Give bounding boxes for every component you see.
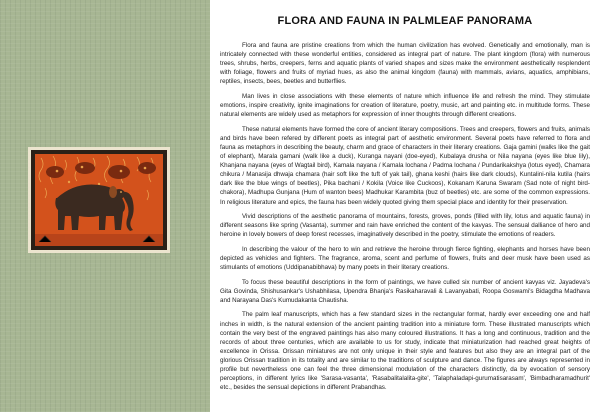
paragraph-2: Man lives in close associations with these elements of nature which influence life and refresh the mind. They stimulate emotions, inspire creativity, ignite imaginations for creation of literature, poetry, music, art and painting etc. in multitude forms. These natural elements are widely used as metaphors for expression of inner thoughts through different creations. [220, 92, 590, 119]
paragraph-4: Vivid descriptions of the aesthetic panorama of mountains, forests, groves, ponds (filled with lily, lotus and aquatic fauna) in different seasons like spring (Vasanta), summer and rain have enriched the content of the kavyas. The sensual dalliance of hero and heroine in lovely bowers of deep forest recesses, imaginatively described in the poetry, stimulate the emotions of readers. [220, 213, 590, 239]
painting-frame [31, 150, 167, 250]
paragraph-5: In describing the valour of the hero to win and retrieve the heroine through fierce fighting, elephants and horses have been depicted as vehicles and fighters. The fragrance, aroma, scent and perfume of flowers, fruits and deer musk have been used as stimulants of emotions (Uddipanabibhava) by many poets in their literary creations. [220, 245, 590, 272]
palmleaf-elephant-painting [35, 154, 163, 246]
document-panel [210, 0, 600, 412]
paragraph-6: To focus these beautiful descriptions in the form of paintings, we have culled six number of ancient kavyas viz. Jayadeva's Gita Govinda, Shishusankar's Ushabhilasa, Upendra Bhanja's Rasikaharavali & Lavanyabati, Roopa Goswami's Bidagdha Madhava and Narayana Das's Kumudakanta Chautisha. [220, 278, 590, 304]
paragraph-3: These natural elements have formed the core of ancient literary compositions. Trees and creepers, flowers and fruits, animals and birds have been refered by different poets as integral part of aesthetic environment. Several poets have referred to flora and fauna as metaphors in describing the beauty, charm and grace of characters in their literary creations. Gaja gamini (walks like the gait of elephant), Marala gamani (walk like a duck), Kuranga nayani (doe-eyed), Kubalaya drusha or Nila nayana (eyes like blue lily), Khanjana nayana (eyes of Wagtail bird), Kamala nayana / Kamala lochana / Padma lochana / Pundarikakshya (lotus eyed), Chamara chikura / Manasija dhwaja chamara (hair soft like the tuft of yak tail), ghana keshi (hairs like dark clouds), Kuntalini-nila kutila (hairs dark like the blue wings of beetles), Pika bachani / Kokila (Voice like Cuckoos), Kokanam Karuna Swaram (Sad note of night bird-chakora), Madhupa Gunjana (Hum of wanton bees) Madhukar Karambita (buz of beetles) etc. are some of the common expressions. In religious literature and epics, the fauna has been widely quoted giving them special place and identity for their preservation. [220, 125, 590, 206]
left-decorative-panel [0, 0, 210, 412]
paragraph-1: Flora and fauna are pristine creations from which the human civilization has evolved. Genetically and emotionally, man is intricately connected with these wonderful entities, considered as integral part of nature. The plant kingdom (flora) with numerous trees, shrubs, herbs, creepers, ferns and aquatic plants of varied shapes and sizes make the environment aesthetically resplendent with foliage, flowers and fruits of myriad hues, as also the animal kingdom (fauna) with mammals, avians, aquatics, amphibians, reptiles, insects, bees, beetles and butterflies. [220, 42, 590, 86]
paragraph-7: The palm leaf manuscripts, which has a few standard sizes in the rectangular format, hardly ever exceeding one and half inches in width, is the natural extension of the ancient painting tradition into a miniature form. These illustrated manuscripts which contain the very best of the engraved paintings has also many coloured illustrations. It has a long and continuous, tradition and the records of about three centuries, which are available to us for study, indicate that miniaturization had reached great heights of excellence in Orissa. Orissan miniatures are not only unique in their style and features but also they are an integral part of the glorious Orissan tradition in its totality and are similar to the traditions of sculpture and dance. The figures are always represented in profile but nevertheless one can feel the three dimensional modulation of the characters distinctly, da by evocation of sensory perceptions, in different lyrics like 'Sarasa-vasanta', 'Rasabalitalalita-gite', 'Talaphaladapi-gurumatisarasam', 'Bimbadharamadhurit' etc., besides the sensual depictions in different Prabandhas. [220, 311, 590, 392]
document-body [220, 41, 590, 398]
painting-mount [28, 147, 170, 253]
document-title: FLORA AND FAUNA IN PALMLEAF PANORAMA [277, 15, 533, 27]
elephant-forest-illustration [35, 154, 163, 246]
